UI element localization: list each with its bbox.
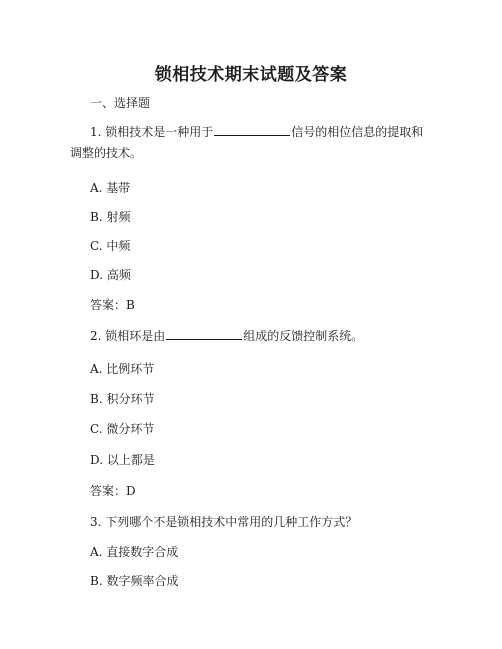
- question-1-option-d: D. 高频: [90, 268, 131, 282]
- question-2-stem-after: 组成的反馈控制系统。: [243, 329, 364, 343]
- question-1-answer: 答案：B: [90, 298, 135, 312]
- question-3-stem: 3. 下列哪个不是锁相技术中常用的几种工作方式？: [90, 515, 358, 529]
- question-2-stem: [90, 326, 363, 345]
- question-2-stem-before: 2. 锁相环是由: [90, 329, 166, 343]
- question-3-option-a: A. 直接数字合成: [90, 545, 179, 559]
- question-1-stem: [70, 122, 430, 164]
- question-2-option-b: B. 积分环节: [90, 392, 155, 406]
- fill-in-blank: [166, 326, 242, 340]
- question-1-stem-before: 1. 锁相技术是一种用于: [90, 125, 214, 139]
- question-2-option-d: D. 以上都是: [90, 453, 155, 467]
- question-1-stem-after: 信号的相位信息的提取和调整的技术。: [70, 125, 424, 160]
- question-1-option-b: B. 射频: [90, 210, 131, 224]
- question-2-option-c: C. 微分环节: [90, 422, 155, 436]
- question-1-option-a: A. 基带: [90, 181, 131, 195]
- fill-in-blank: [214, 122, 290, 136]
- question-1-option-c: C. 中频: [90, 239, 131, 253]
- question-2-option-a: A. 比例环节: [90, 362, 155, 376]
- question-2-answer: 答案：D: [90, 484, 136, 498]
- question-3-option-b: B. 数字频率合成: [90, 574, 179, 588]
- document-title: 锁相技术期末试题及答案: [154, 65, 348, 85]
- section-heading: 一、选择题: [90, 96, 151, 110]
